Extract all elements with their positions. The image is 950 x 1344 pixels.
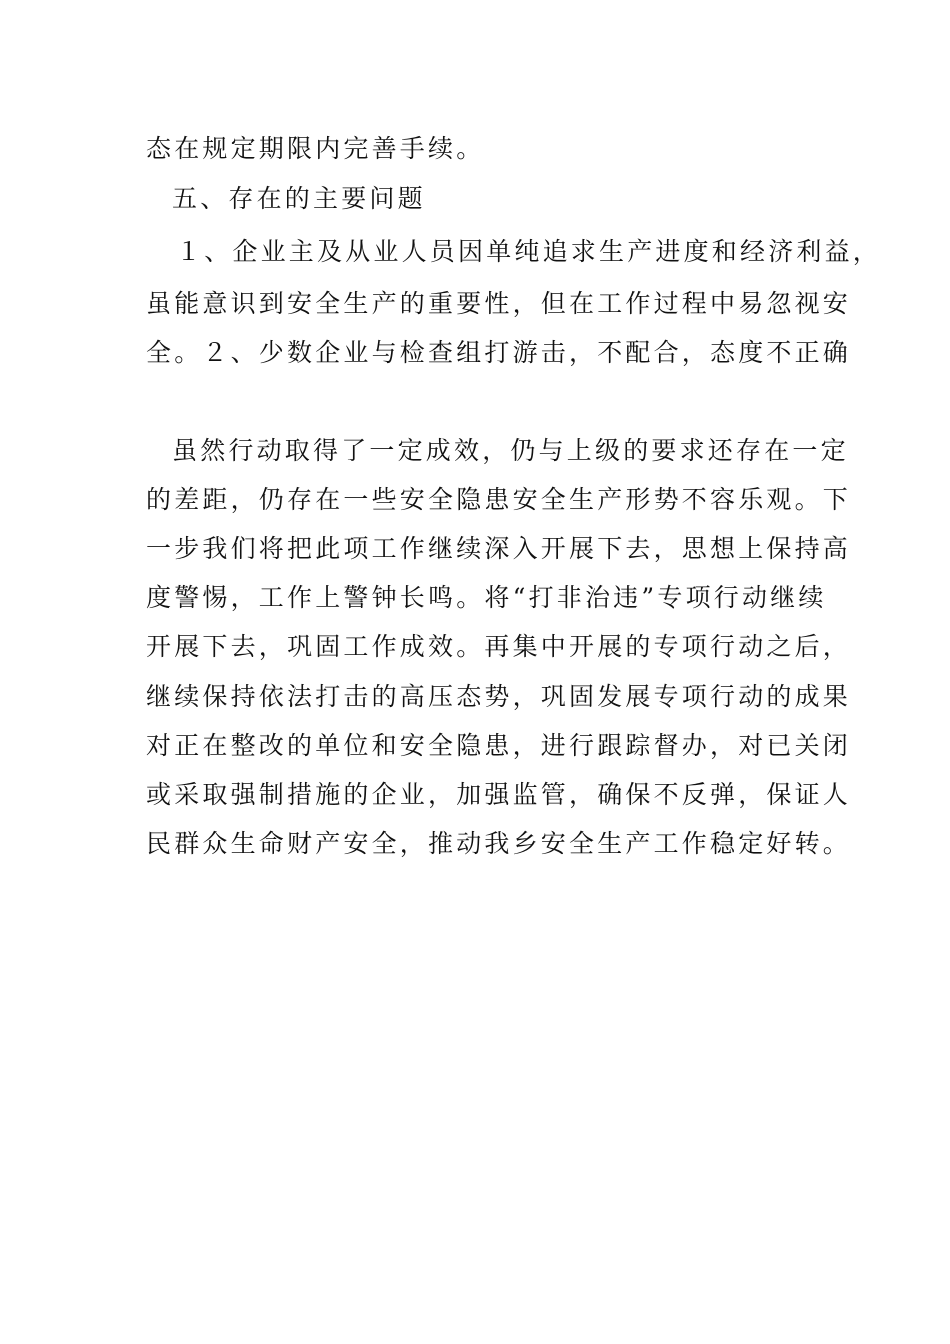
section-heading: 五、存在的主要问题 xyxy=(172,184,426,213)
text-line-5: 全。２、少数企业与检查组打游击，不配合，态度不正确 xyxy=(146,338,852,367)
text-line-3: １、企业主及从业人员因单纯追求生产进度和经济利益， xyxy=(176,237,882,266)
text-line-13: 或采取强制措施的企业，加强监管，确保不反弹，保证人 xyxy=(146,780,852,809)
text-line-12: 对正在整改的单位和安全隐患，进行跟踪督办，对已关闭 xyxy=(146,731,852,760)
text-line-11: 继续保持依法打击的高压态势，巩固发展专项行动的成果 xyxy=(146,682,852,711)
text-line-10: 开展下去，巩固工作成效。再集中开展的专项行动之后， xyxy=(146,632,852,661)
text-line-1: 态在规定期限内完善手续。 xyxy=(146,134,485,163)
text-line-7: 的差距，仍存在一些安全隐患安全生产形势不容乐观。下 xyxy=(146,485,852,514)
text-line-14: 民群众生命财产安全，推动我乡安全生产工作稳定好转。 xyxy=(146,829,852,858)
text-line-9: 度警惕，工作上警钟长鸣。将“打非治违”专项行动继续 xyxy=(146,583,827,612)
text-line-4: 虽能意识到安全生产的重要性，但在工作过程中易忽视安 xyxy=(146,289,852,318)
text-line-8: 一步我们将把此项工作继续深入开展下去，思想上保持高 xyxy=(146,534,852,563)
text-line-6: 虽然行动取得了一定成效，仍与上级的要求还存在一定 xyxy=(172,436,849,465)
